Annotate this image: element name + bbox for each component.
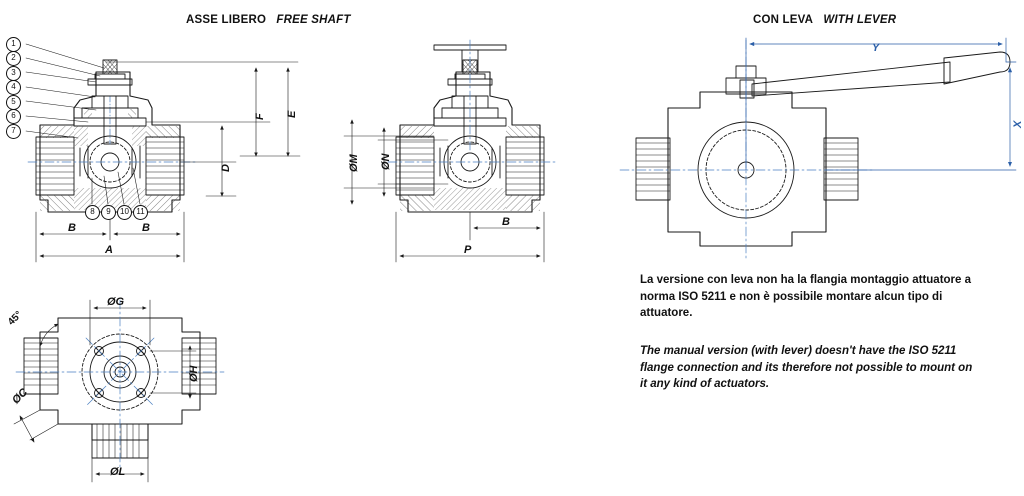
balloon-7: 7 (6, 124, 21, 139)
dim-angle-45: 45° (6, 309, 25, 328)
balloon-9: 9 (101, 205, 116, 220)
dim-A: A (105, 244, 113, 256)
dim-OH: ØH (188, 365, 200, 382)
dim-B-side: B (502, 216, 510, 228)
dim-OC: ØC (10, 386, 31, 407)
dim-OG: ØG (107, 296, 125, 308)
balloon-11: 11 (133, 205, 148, 220)
view-plan-bottom (16, 300, 224, 468)
dim-P: P (464, 244, 472, 256)
dim-OM: ØM (348, 154, 360, 172)
title-with-lever-en: WITH LEVER (823, 14, 897, 26)
note-italian: La versione con leva non ha la flangia montaggio attuatore a norma ISO 5211 e non è possibile montare alcun tipo di attuatore. (640, 274, 972, 320)
dim-F: F (254, 113, 266, 120)
title-with-lever-it: CON LEVA (753, 14, 814, 26)
dim-X: X (1012, 120, 1024, 128)
dim-D: D (220, 164, 232, 172)
view-side-section (388, 40, 556, 212)
dim-Y: Y (872, 42, 880, 54)
balloon-10: 10 (117, 205, 132, 220)
balloon-6: 6 (6, 109, 21, 124)
title-free-shaft-en: FREE SHAFT (276, 14, 351, 26)
balloon-1: 1 (6, 37, 21, 52)
balloon-4: 4 (6, 80, 21, 95)
dim-B-left: B (68, 222, 76, 234)
balloon-2: 2 (6, 51, 21, 66)
balloon-3: 3 (6, 66, 21, 81)
dim-ON: ØN (380, 153, 392, 170)
balloon-8: 8 (85, 205, 100, 220)
view-front-section (28, 60, 196, 212)
dim-B-right: B (142, 222, 150, 234)
dim-E: E (286, 110, 298, 118)
balloon-5: 5 (6, 95, 21, 110)
view-with-lever (620, 40, 1010, 260)
dim-OL: ØL (110, 466, 126, 478)
note-english: The manual version (with lever) doesn't have the ISO 5211 flange connection and its therefore not possible to mount on it any kind of actuators. (640, 345, 973, 391)
title-free-shaft-it: ASSE LIBERO (186, 14, 267, 26)
